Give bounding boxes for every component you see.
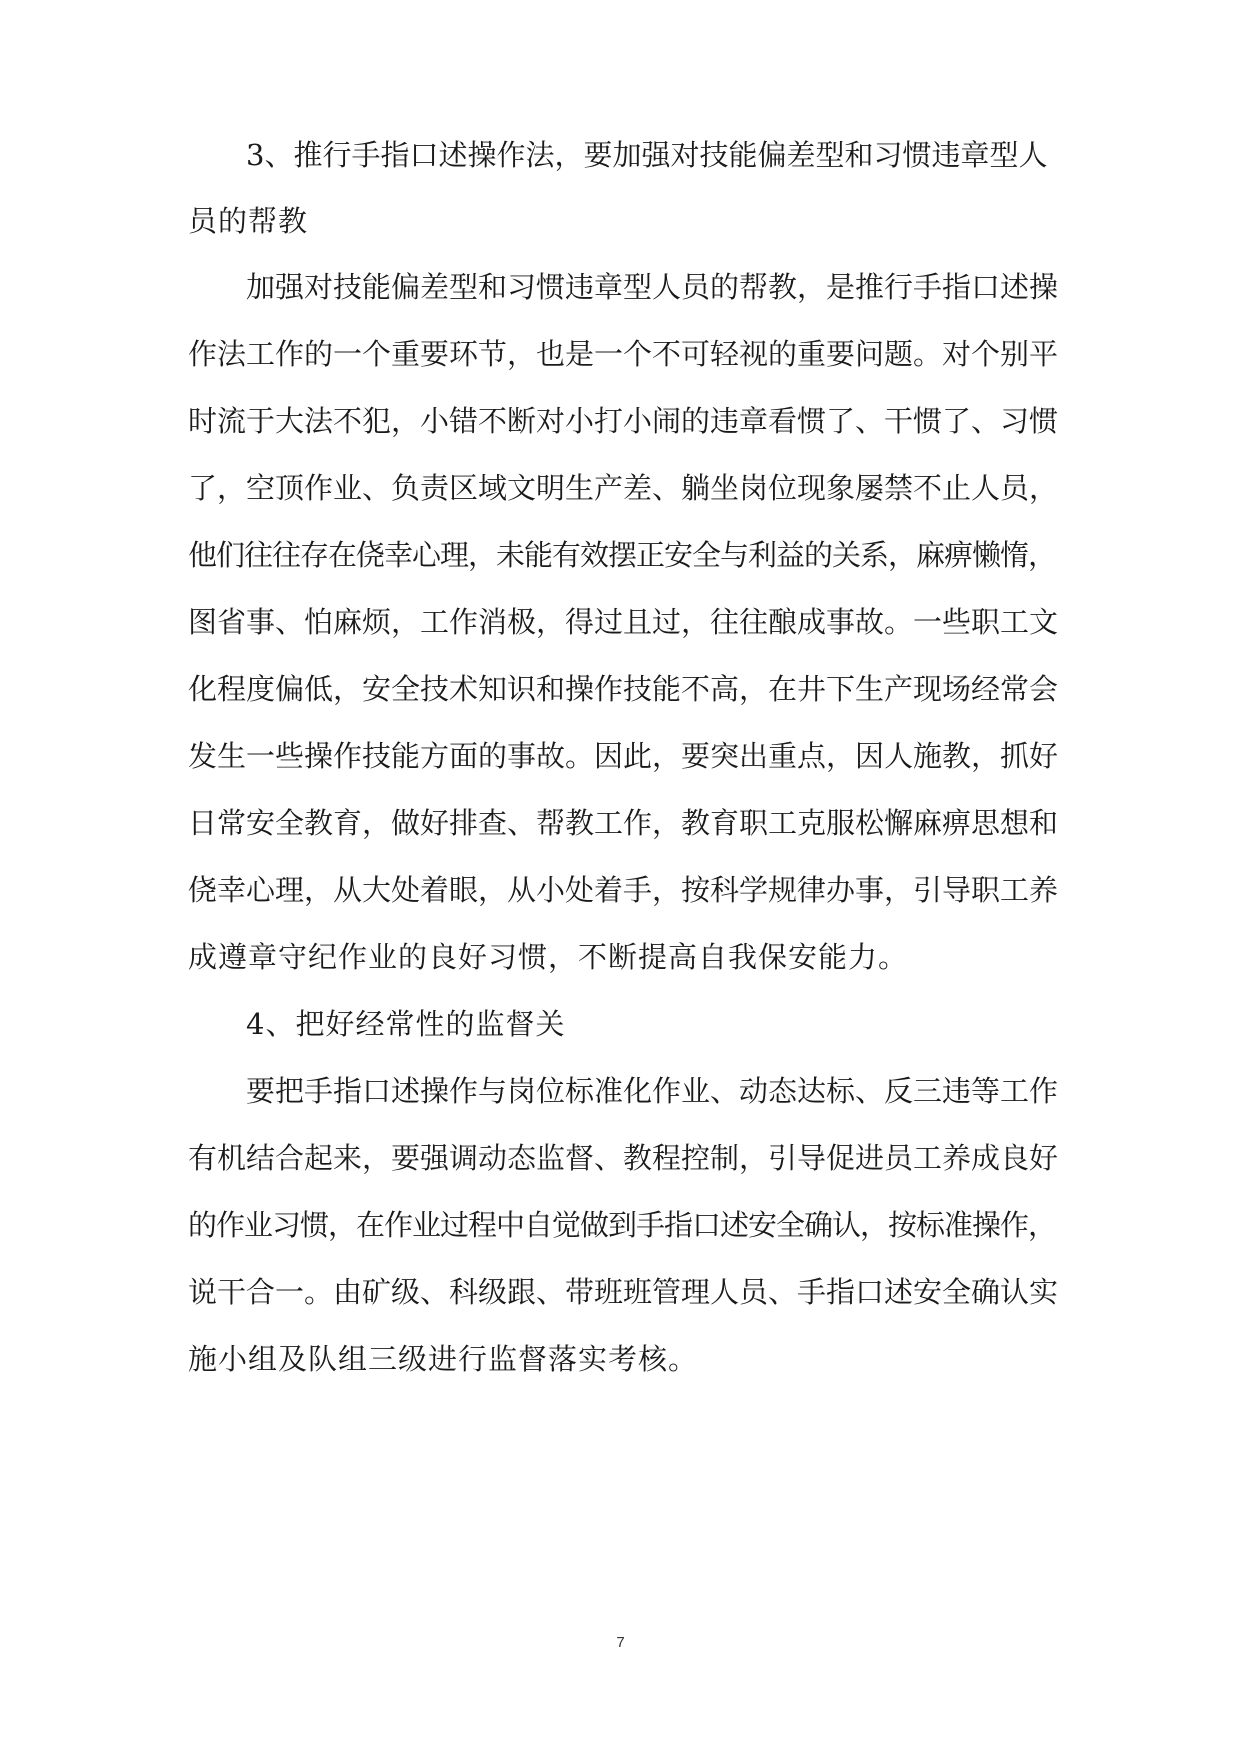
paragraph-line: 化程度偏低，安全技术知识和操作技能不高，在井下生产现场经常会	[188, 672, 1059, 706]
paragraph-line: 有机结合起来，要强调动态监督、教程控制，引导促进员工养成良好	[188, 1141, 1059, 1175]
paragraph-line: 发生一些操作技能方面的事故。因此，要突出重点，因人施教，抓好	[188, 739, 1059, 773]
paragraph-line: 侥幸心理，从大处着眼，从小处着手，按科学规律办事，引导职工养	[188, 873, 1059, 907]
paragraph-line: 他们往往存在侥幸心理，未能有效摆正安全与利益的关系，麻痹懒惰，	[188, 538, 1057, 572]
paragraph-line: 了，空顶作业、负责区域文明生产差、躺坐岗位现象屡禁不止人员，	[188, 471, 1059, 505]
paragraph-line: 作法工作的一个重要环节，也是一个不可轻视的重要问题。对个别平	[188, 337, 1059, 371]
section-3-heading-line-2: 员的帮教	[188, 204, 309, 238]
paragraph-line: 日常安全教育，做好排查、帮教工作，教育职工克服松懈麻痹思想和	[188, 806, 1059, 840]
paragraph-line: 加强对技能偏差型和习惯违章型人员的帮教，是推行手指口述操	[246, 270, 1059, 304]
paragraph-line: 成遵章守纪作业的良好习惯，不断提高自我保安能力。	[188, 940, 909, 974]
paragraph-line: 说干合一。由矿级、科级跟、带班班管理人员、手指口述安全确认实	[188, 1275, 1059, 1309]
paragraph-line: 要把手指口述操作与岗位标准化作业、动态达标、反三违等工作	[246, 1074, 1059, 1108]
section-4-heading: 4、把好经常性的监督关	[246, 1007, 566, 1041]
paragraph-line: 施小组及队组三级进行监督落实考核。	[188, 1342, 699, 1376]
page-number: 7	[616, 1634, 625, 1651]
section-3-heading-line-1: 3、推行手指口述操作法，要加强对技能偏差型和习惯违章型人	[246, 138, 1048, 172]
paragraph-line: 时流于大法不犯，小错不断对小打小闹的违章看惯了、干惯了、习惯	[188, 404, 1059, 438]
paragraph-line: 的作业习惯，在作业过程中自觉做到手指口述安全确认，按标准操作，	[188, 1208, 1057, 1242]
paragraph-line: 图省事、怕麻烦，工作消极，得过且过，往往酿成事故。一些职工文	[188, 605, 1059, 639]
